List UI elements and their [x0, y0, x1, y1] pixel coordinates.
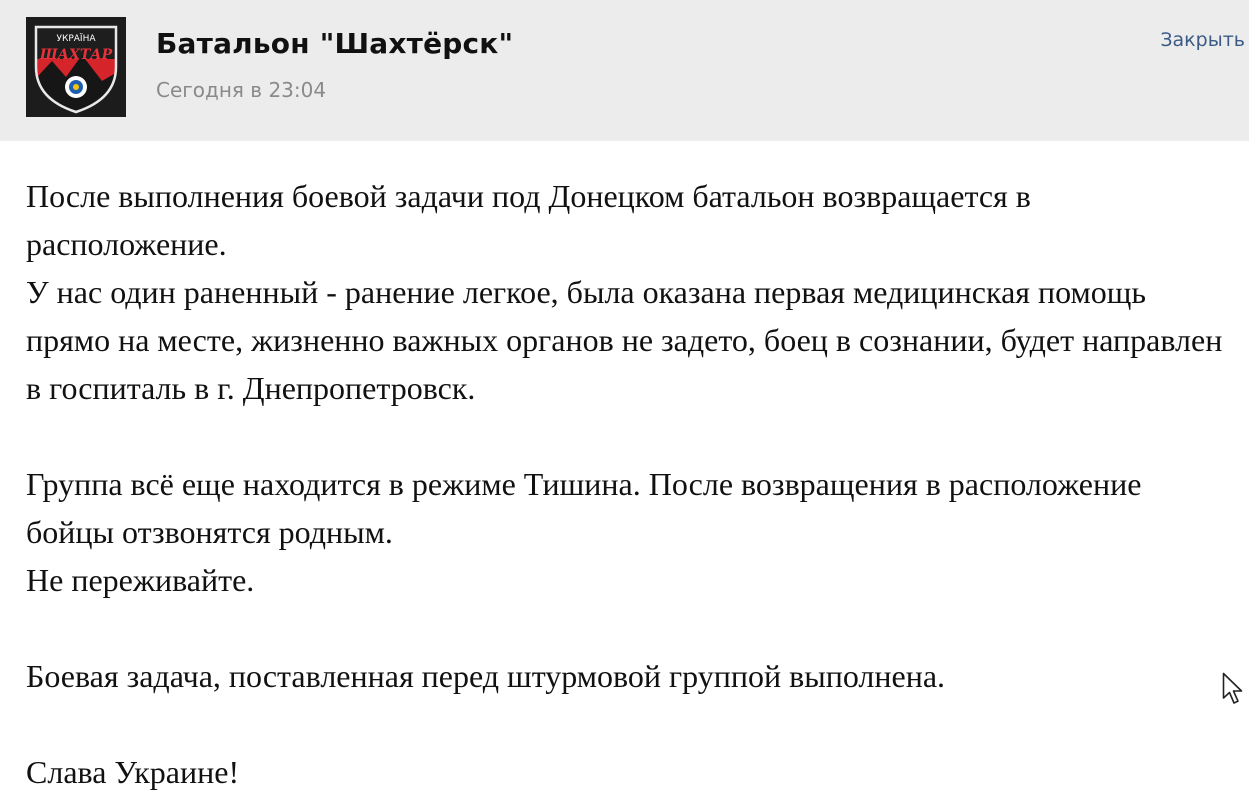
emblem-main-text: ШАХТАР: [39, 47, 113, 63]
post-paragraph: Боевая задача, поставленная перед штурмовой группой выполнена.: [26, 658, 946, 694]
post-paragraph: Не переживайте.: [26, 562, 255, 598]
group-name[interactable]: Батальон "Шахтёрск": [156, 27, 514, 60]
mouse-pointer-icon: [1222, 672, 1244, 706]
post-timestamp[interactable]: Сегодня в 23:04: [156, 78, 327, 102]
post-header: [0, 0, 1249, 141]
post-paragraph: У нас один раненный - ранение легкое, была оказана первая медицинская помощь прямо на месте, жизненно важных органов не задето, боец в сознании, будет направлен в госпиталь в г. Днепропетровск.: [26, 274, 1223, 406]
close-link[interactable]: Закрыть: [1160, 29, 1245, 51]
battalion-emblem-icon: [26, 17, 126, 117]
post-paragraph: Группа всё еще находится в режиме Тишина. После возвращения в расположение бойцы отзвонятся родным.: [26, 466, 1142, 550]
post-paragraph: После выполнения боевой задачи под Донецком батальон возвращается в расположение.: [26, 178, 1031, 262]
group-avatar[interactable]: [26, 17, 126, 117]
emblem-top-text: УКРАЇНА: [56, 34, 96, 44]
post-body: [26, 172, 1236, 796]
post-paragraph: Слава Украине!: [26, 754, 240, 790]
